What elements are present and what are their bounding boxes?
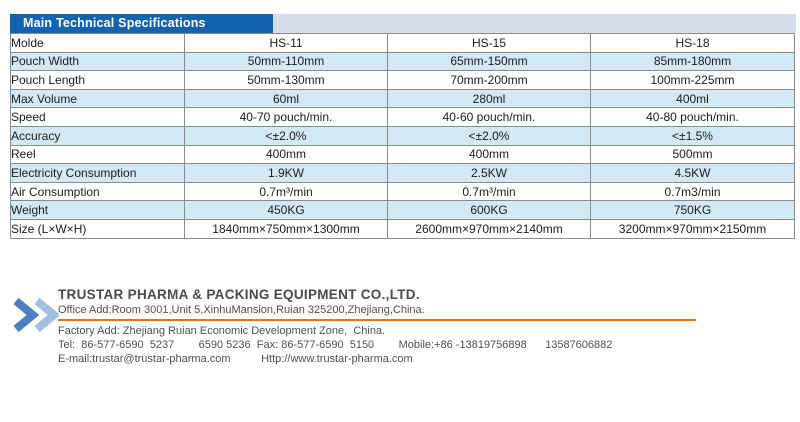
- table-cell: 450KG: [185, 201, 388, 220]
- row-label: Max Volume: [11, 89, 185, 108]
- table-cell: 4.5KW: [591, 164, 795, 183]
- table-cell: 750KG: [591, 201, 795, 220]
- table-row: [11, 126, 795, 145]
- table-header-row: [11, 34, 795, 53]
- row-label: Pouch Width: [11, 52, 185, 71]
- phone-line: Tel: 86-577-6590 5237 6590 5236 Fax: 86-577-6590 5150 Mobile:+86 -13819756898 13587606882: [58, 339, 613, 351]
- table-cell: <±2.0%: [185, 126, 388, 145]
- page-title: Main Technical Specifications: [10, 14, 273, 33]
- table-cell: 0.7m3/min: [591, 182, 795, 201]
- column-header-model: HS-15: [388, 34, 591, 53]
- table-row: [11, 89, 795, 108]
- table-cell: 50mm-130mm: [185, 71, 388, 90]
- table-cell: 400mm: [388, 145, 591, 164]
- table-cell: 0.7m³/min: [388, 182, 591, 201]
- table-cell: 1840mm×750mm×1300mm: [185, 219, 388, 238]
- row-label: Accuracy: [11, 126, 185, 145]
- column-header-model: HS-11: [185, 34, 388, 53]
- table-cell: 65mm-150mm: [388, 52, 591, 71]
- table-cell: 400mm: [185, 145, 388, 164]
- table-row: [11, 52, 795, 71]
- table-row: [11, 108, 795, 127]
- table-cell: 1.9KW: [185, 164, 388, 183]
- row-label: Pouch Length: [11, 71, 185, 90]
- company-name: TRUSTAR PHARMA & PACKING EQUIPMENT CO.,LTD.: [58, 287, 420, 302]
- table-cell: 50mm-110mm: [185, 52, 388, 71]
- table-cell: 40-70 pouch/min.: [185, 108, 388, 127]
- table-cell: 400ml: [591, 89, 795, 108]
- title-bar: [10, 14, 796, 33]
- table-cell: 280ml: [388, 89, 591, 108]
- row-label: Size (L×W×H): [11, 219, 185, 238]
- table-cell: 2600mm×970mm×2140mm: [388, 219, 591, 238]
- table-cell: 60ml: [185, 89, 388, 108]
- factory-address: Factory Add: Zhejiang Ruian Economic Development Zone, China.: [58, 325, 386, 337]
- table-cell: <±2.0%: [388, 126, 591, 145]
- office-address: Office Add:Room 3001,Unit 5,XinhuMansion,Ruian 325200,Zhejiang,China.: [58, 304, 425, 316]
- double-chevron-icon: [13, 295, 59, 335]
- table-row: [11, 145, 795, 164]
- table-cell: <±1.5%: [591, 126, 795, 145]
- table-row: [11, 182, 795, 201]
- table-cell: 500mm: [591, 145, 795, 164]
- table-row: [11, 201, 795, 220]
- specifications-table: [10, 33, 795, 239]
- table-row: [11, 219, 795, 238]
- column-header-label: Molde: [11, 34, 185, 53]
- title-bar-extension: [273, 14, 796, 33]
- table-cell: 40-60 pouch/min.: [388, 108, 591, 127]
- email-website-line: E-mail:trustar@trustar-pharma.com Http://www.trustar-pharma.com: [58, 353, 413, 365]
- table-cell: 100mm-225mm: [591, 71, 795, 90]
- table-cell: 2.5KW: [388, 164, 591, 183]
- row-label: Air Consumption: [11, 182, 185, 201]
- table-cell: 70mm-200mm: [388, 71, 591, 90]
- table-cell: 600KG: [388, 201, 591, 220]
- table-cell: 0.7m³/min: [185, 182, 388, 201]
- table-cell: 40-80 pouch/min.: [591, 108, 795, 127]
- table-cell: 85mm-180mm: [591, 52, 795, 71]
- row-label: Electricity Consumption: [11, 164, 185, 183]
- row-label: Reel: [11, 145, 185, 164]
- table-cell: 3200mm×970mm×2150mm: [591, 219, 795, 238]
- orange-divider: [58, 319, 696, 321]
- company-info-block: [58, 287, 768, 366]
- row-label: Weight: [11, 201, 185, 220]
- table-row: [11, 164, 795, 183]
- row-label: Speed: [11, 108, 185, 127]
- column-header-model: HS-18: [591, 34, 795, 53]
- table-row: [11, 71, 795, 90]
